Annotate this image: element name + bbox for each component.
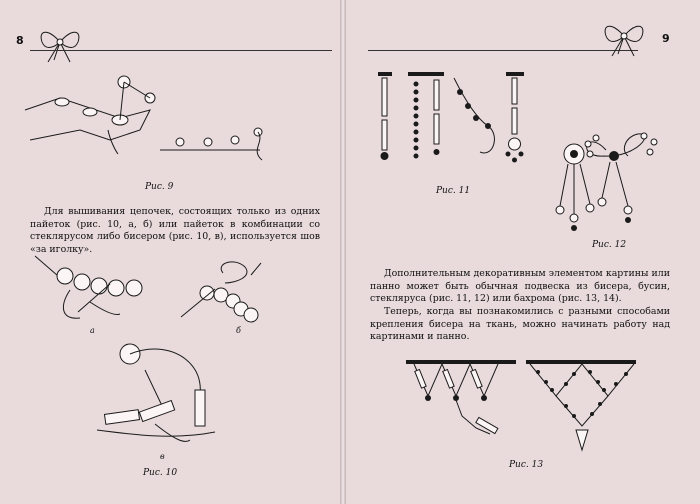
figure-10b-illustration xyxy=(175,255,295,335)
right-paragraph-2 xyxy=(370,306,670,344)
left-paragraph xyxy=(30,206,320,256)
figure-10a-illustration xyxy=(30,250,160,330)
figure-11-caption: Рис. 11 xyxy=(436,186,471,196)
bow-ornament-icon xyxy=(30,24,90,64)
figure-12-illustration xyxy=(546,128,676,240)
right-page xyxy=(346,0,700,504)
figure-13-illustration xyxy=(406,356,656,456)
header-rule xyxy=(30,50,332,51)
figure-9-caption: Рис. 9 xyxy=(145,182,174,192)
left-paragraph-text: Для вышивания цепочек, состоящих только из одних пайеток (рис. 10, а, б) или пайеток в комбинации со стеклярусом либо бисером (рис. 10, в), используется шов «за иголку». xyxy=(30,206,320,255)
figure-13-caption: Рис. 13 xyxy=(509,460,544,470)
figure-10a-label: а xyxy=(90,326,95,335)
figure-10c-illustration xyxy=(95,340,265,450)
left-page xyxy=(0,0,341,504)
figure-10-caption: Рис. 10 xyxy=(143,468,178,478)
figure-12-caption: Рис. 12 xyxy=(592,240,627,250)
right-paragraph-2-text: Теперь, когда вы познакомились с разными способами крепления бисера на ткань, можно начинать работу над картинами и панно. xyxy=(370,306,670,342)
page-number: 8 xyxy=(16,34,24,47)
bow-ornament-icon xyxy=(594,18,654,58)
right-paragraph-1-text: Дополнительным декоративным элементом картины или панно может быть обычная подвеска из бисера, бусин, стекляруса (рис. 11, 12) или бахрома (рис. 13, 14). xyxy=(370,268,670,304)
page-number: 9 xyxy=(662,32,670,45)
figure-11-illustration xyxy=(376,68,546,178)
figure-10b-label: б xyxy=(236,326,241,335)
right-paragraph-1 xyxy=(370,268,670,306)
figure-9-illustration xyxy=(20,70,320,170)
figure-10c-label: в xyxy=(160,452,165,461)
